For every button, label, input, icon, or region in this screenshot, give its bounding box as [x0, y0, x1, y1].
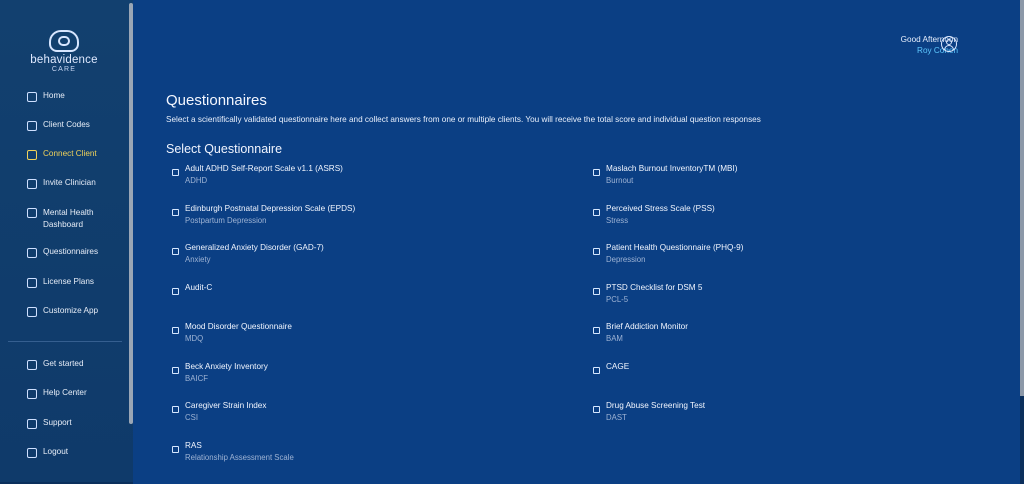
questionnaire-title: Audit-C	[185, 283, 213, 292]
gear-icon	[27, 121, 37, 131]
questionnaire-item[interactable]	[593, 164, 953, 192]
questionnaire-item[interactable]	[172, 164, 532, 192]
sidebar-item-label: Logout	[43, 447, 69, 456]
sidebar-item-label: Support	[43, 418, 72, 427]
questionnaire-item[interactable]	[172, 283, 532, 311]
sidebar-item-label: Connect Client	[43, 149, 97, 158]
dashboard-icon	[27, 208, 37, 218]
sidebar-item-support[interactable]	[27, 418, 72, 438]
sidebar-item-label: Get started	[43, 359, 84, 368]
questionnaire-title: Caregiver Strain Index	[185, 401, 267, 410]
questionnaire-subtitle: Postpartum Depression	[185, 216, 267, 225]
sidebar-item-customize-app[interactable]	[27, 306, 98, 326]
brand-subtitle: CARE	[51, 66, 77, 73]
brand-logo	[0, 30, 128, 73]
main-content	[166, 92, 986, 156]
questionnaire-title: Beck Anxiety Inventory	[185, 362, 268, 371]
sidebar-item-label: Help Center	[43, 388, 87, 397]
sidebar-item-label: Customize App	[43, 306, 99, 315]
questionnaire-subtitle: MDQ	[185, 334, 204, 343]
questionnaire-item[interactable]	[172, 204, 532, 232]
sidebar-item-logout[interactable]	[27, 447, 68, 467]
checkbox[interactable]	[172, 209, 179, 216]
page-description: Select a scientifically validated questionnaire here and collect answers from one or multiple clients. You will receive the total score and individual question responses	[166, 115, 761, 124]
sidebar-divider	[8, 341, 122, 342]
questionnaire-item[interactable]	[593, 362, 953, 390]
questionnaire-title: Patient Health Questionnaire (PHQ-9)	[606, 243, 744, 252]
questionnaire-subtitle: CSI	[185, 413, 198, 422]
checkbox[interactable]	[593, 169, 600, 176]
questionnaire-subtitle: DAST	[606, 413, 627, 422]
brand-name: behavidence	[30, 54, 98, 66]
questionnaire-grid	[172, 164, 872, 474]
questionnaire-item[interactable]	[172, 362, 532, 390]
questionnaire-subtitle: BAM	[606, 334, 623, 343]
questionnaire-subtitle: PCL-5	[606, 295, 629, 304]
questionnaire-title: CAGE	[606, 362, 630, 371]
user-avatar-icon[interactable]	[941, 36, 957, 52]
sidebar-item-client-codes[interactable]	[27, 120, 90, 140]
clipboard-icon	[27, 248, 37, 258]
help-icon	[27, 389, 37, 399]
questionnaire-title: Edinburgh Postnatal Depression Scale (EPDS)	[185, 204, 356, 213]
questionnaire-title: Generalized Anxiety Disorder (GAD-7)	[185, 243, 324, 252]
sidebar-scrollbar[interactable]	[129, 3, 133, 424]
questionnaire-item[interactable]	[172, 243, 532, 271]
support-icon	[27, 419, 37, 429]
questionnaire-subtitle: ADHD	[185, 176, 208, 185]
questionnaire-title: Adult ADHD Self-Report Scale v1.1 (ASRS)	[185, 164, 343, 173]
questionnaire-title: Maslach Burnout InventoryTM (MBI)	[606, 164, 738, 173]
sidebar-item-label: License Plans	[43, 277, 94, 286]
questionnaire-item[interactable]	[593, 283, 953, 311]
questionnaire-item[interactable]	[593, 322, 953, 350]
questionnaire-subtitle: Burnout	[606, 176, 634, 185]
sidebar-item-license-plans[interactable]	[27, 277, 94, 297]
questionnaire-title: Drug Abuse Screening Test	[606, 401, 706, 410]
questionnaire-title: RAS	[185, 441, 202, 450]
questionnaire-title: Perceived Stress Scale (PSS)	[606, 204, 715, 213]
book-icon	[27, 360, 37, 370]
checkbox[interactable]	[593, 209, 600, 216]
sidebar-item-label: Mental Health Dashboard	[43, 208, 94, 229]
checkbox[interactable]	[593, 288, 600, 295]
questionnaire-item[interactable]	[593, 243, 953, 271]
section-title: Select Questionnaire	[166, 142, 283, 156]
questionnaire-subtitle: Depression	[606, 255, 646, 264]
questionnaire-subtitle: Stress	[606, 216, 629, 225]
page-title: Questionnaires	[166, 92, 267, 109]
sidebar-item-invite-clinician[interactable]	[27, 178, 96, 198]
sidebar-item-home[interactable]	[27, 91, 65, 111]
sidebar-item-label: Questionnaires	[43, 247, 99, 256]
questionnaire-item[interactable]	[172, 322, 532, 350]
questionnaire-subtitle: Anxiety	[185, 255, 211, 264]
tools-icon	[27, 307, 37, 317]
questionnaire-subtitle: BAICF	[185, 374, 208, 383]
checkbox[interactable]	[172, 327, 179, 334]
checkbox[interactable]	[172, 169, 179, 176]
checkbox[interactable]	[593, 406, 600, 413]
questionnaire-title: Brief Addiction Monitor	[606, 322, 688, 331]
questionnaire-title: PTSD Checklist for DSM 5	[606, 283, 703, 292]
sidebar-item-questionnaires[interactable]	[27, 247, 98, 267]
questionnaire-item[interactable]	[172, 441, 532, 469]
checkbox[interactable]	[172, 406, 179, 413]
link-icon	[27, 150, 37, 160]
checkbox[interactable]	[172, 446, 179, 453]
sidebar	[0, 0, 133, 484]
sidebar-item-get-started[interactable]	[27, 359, 84, 379]
license-icon	[27, 278, 37, 288]
home-icon	[27, 92, 37, 102]
questionnaire-subtitle: Relationship Assessment Scale	[185, 453, 294, 462]
checkbox[interactable]	[172, 367, 179, 374]
checkbox[interactable]	[172, 248, 179, 255]
sidebar-item-help-center[interactable]	[27, 388, 87, 408]
sidebar-item-label: Client Codes	[43, 120, 90, 129]
page-scrollbar[interactable]	[1020, 0, 1024, 396]
sidebar-item-label: Home	[43, 91, 65, 100]
at-icon	[27, 179, 37, 189]
questionnaire-item[interactable]	[593, 401, 953, 429]
checkbox[interactable]	[593, 367, 600, 374]
user-name[interactable]: Roy Cohen	[917, 46, 958, 55]
greeting-text: Good Afternoon	[900, 35, 958, 44]
sidebar-item-mental-health-dashboard[interactable]	[27, 207, 97, 227]
questionnaire-item[interactable]	[593, 204, 953, 232]
sidebar-item-label: Invite Clinician	[43, 178, 96, 187]
logout-icon	[27, 448, 37, 458]
questionnaire-item[interactable]	[172, 401, 532, 429]
checkbox[interactable]	[593, 248, 600, 255]
brain-logo-icon	[49, 30, 79, 52]
checkbox[interactable]	[593, 327, 600, 334]
sidebar-item-connect-client[interactable]	[27, 149, 97, 169]
questionnaire-title: Mood Disorder Questionnaire	[185, 322, 292, 331]
checkbox[interactable]	[172, 288, 179, 295]
